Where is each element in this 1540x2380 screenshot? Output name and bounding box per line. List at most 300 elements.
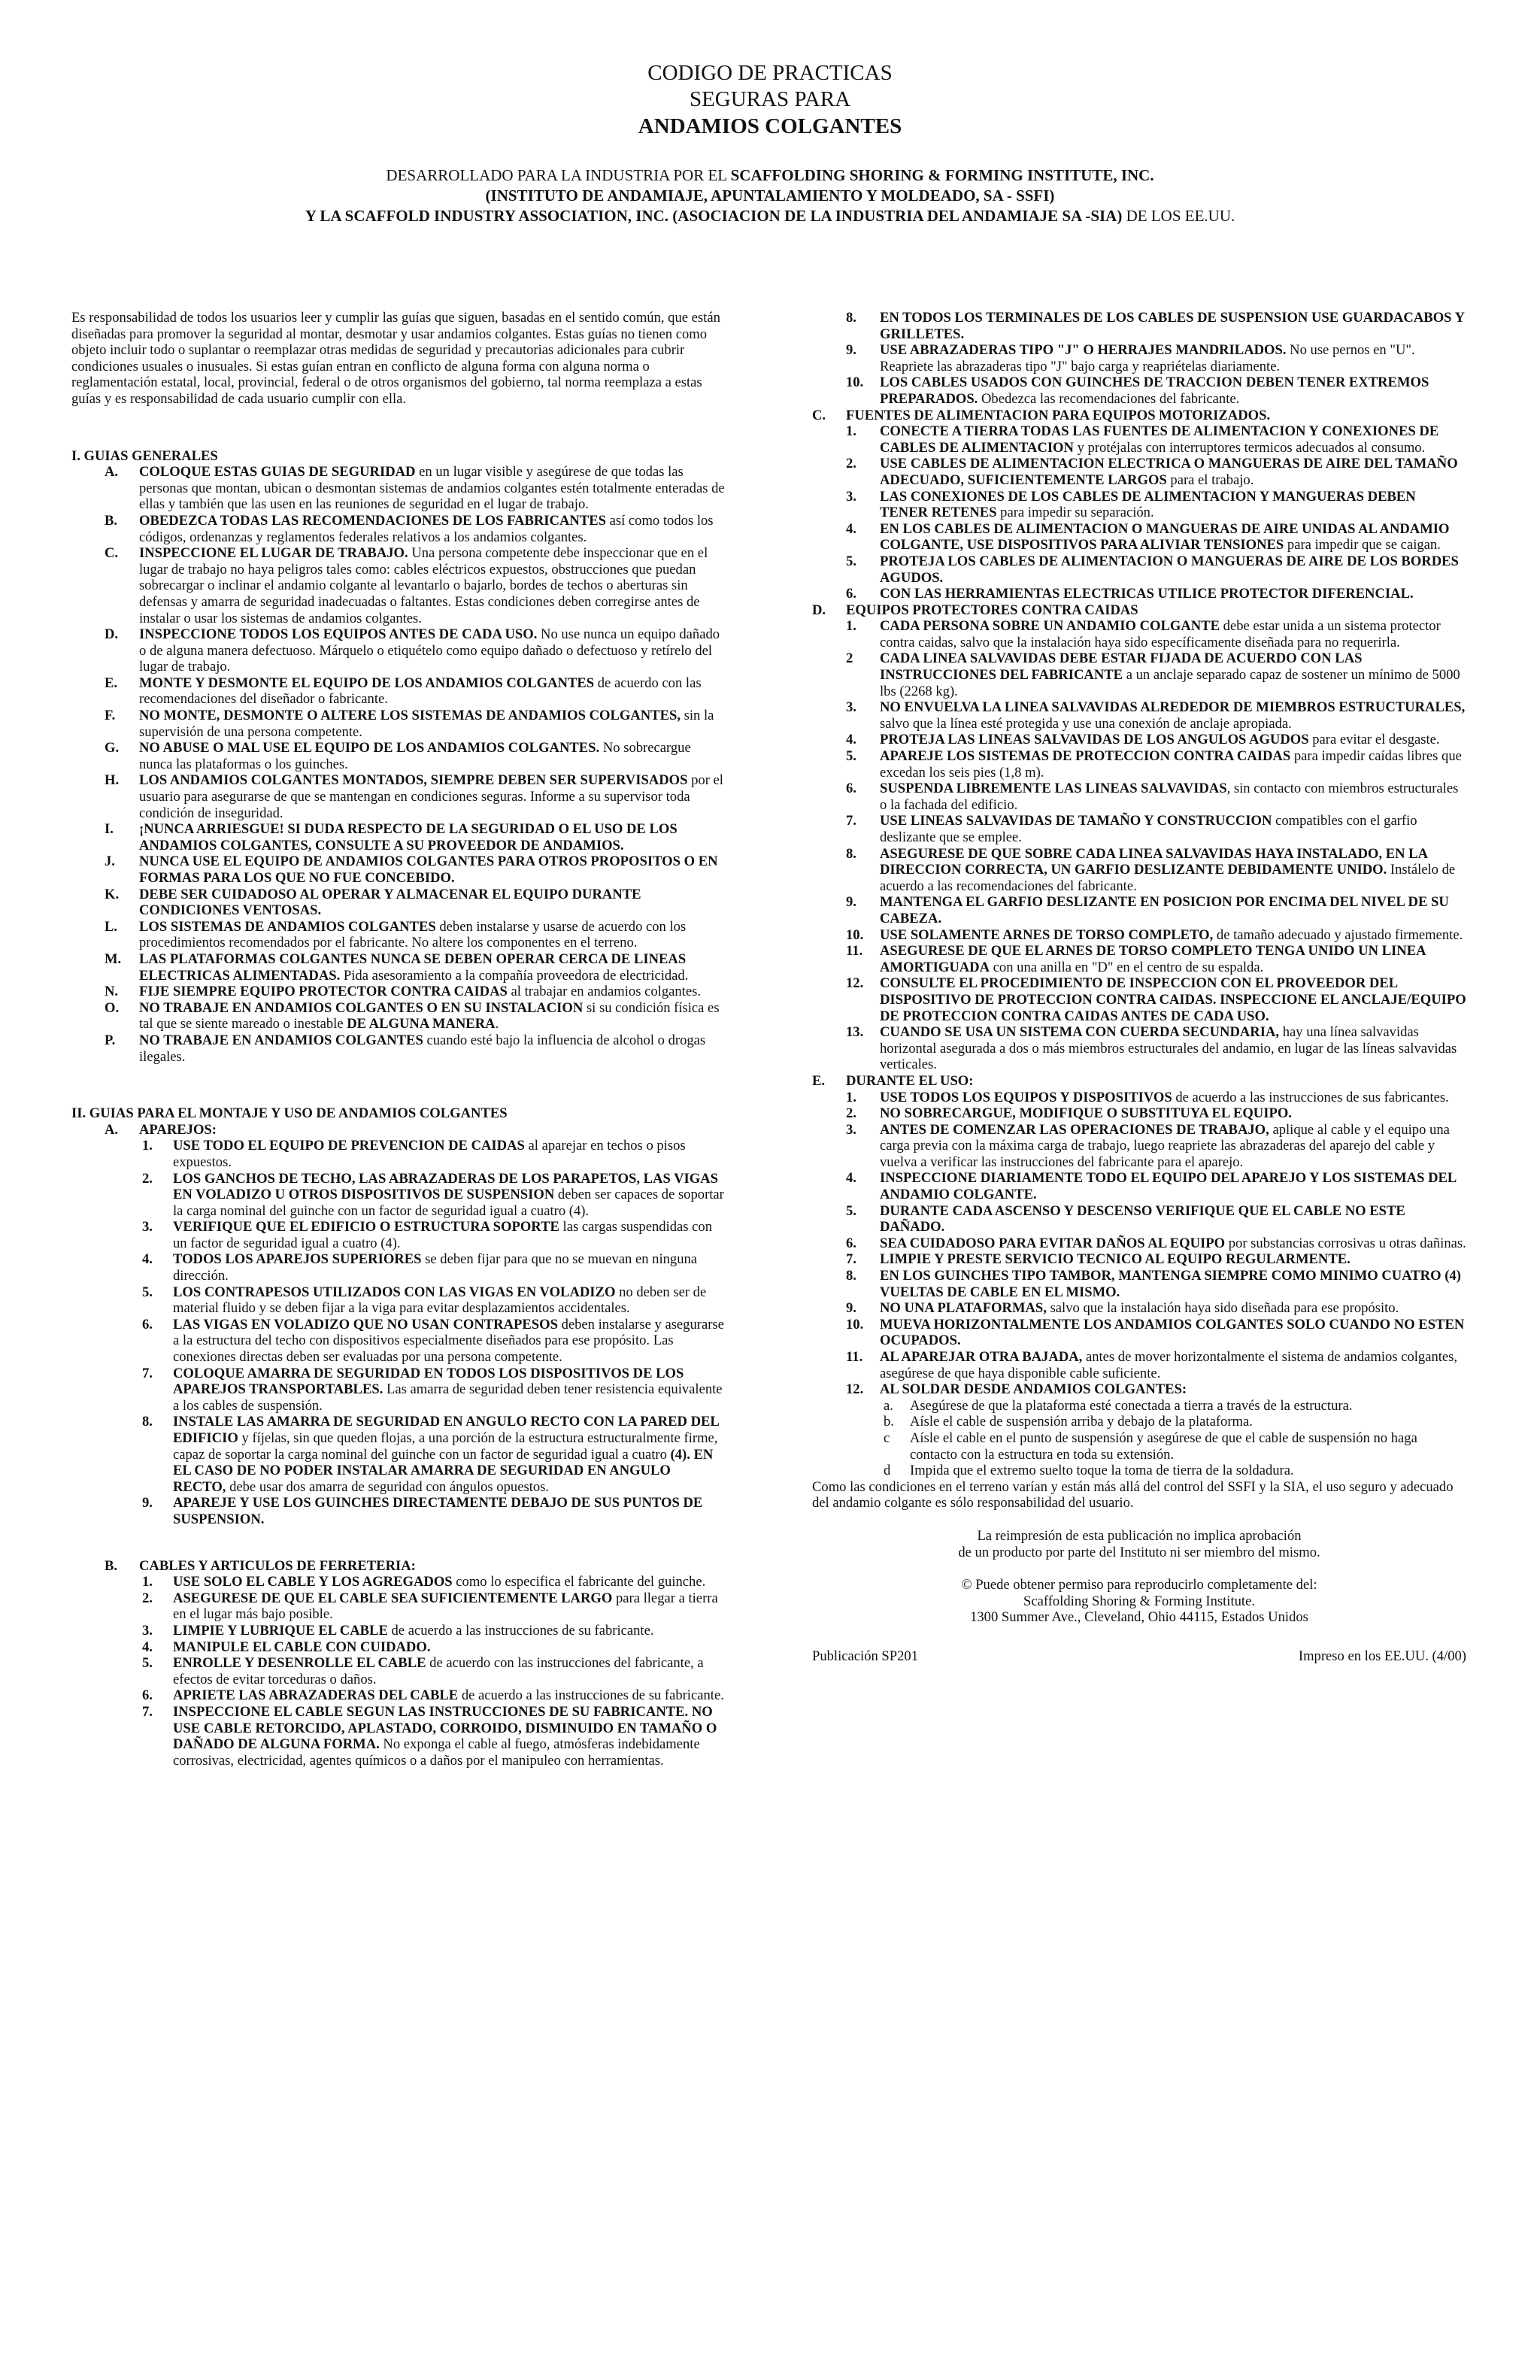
item-text: si su condición física es tal que se siente mareado o inestable — [139, 999, 720, 1032]
list-item — [71, 951, 726, 984]
item-label: 10. — [846, 1316, 864, 1332]
list-item — [71, 1414, 726, 1495]
item-label: 9. — [846, 342, 856, 359]
permission-line-2: Scaffolding Shoring & Forming Institute. — [1023, 1593, 1255, 1609]
item-bold-text: NO UNA PLATAFORMAS, — [880, 1300, 1047, 1317]
list-item — [71, 984, 726, 1000]
item-label: 1. — [846, 618, 856, 635]
item-label: 8. — [846, 310, 856, 326]
list-item — [71, 626, 726, 675]
item-label: 5. — [846, 748, 856, 765]
item-label: 5. — [142, 1284, 153, 1300]
item-label: 11. — [846, 1349, 863, 1365]
item-label: 5. — [142, 1655, 153, 1672]
item-text: se deben fijar para que no se muevan en ninguna dirección. — [173, 1251, 698, 1284]
subsection-a-list — [71, 1138, 726, 1527]
left-column — [71, 310, 726, 1769]
list-item — [71, 708, 726, 740]
item-bold-text: LAS VIGAS EN VOLADIZO QUE NO USAN CONTRAPESOS — [173, 1316, 558, 1332]
subsection-c-heading — [812, 408, 1466, 424]
list-item — [812, 813, 1466, 845]
item-label: 9. — [142, 1495, 153, 1511]
item-text-2: debe usar dos amarra de seguridad con ángulos opuestos. — [226, 1478, 550, 1495]
item-bold-text: LAS CONEXIONES DE LOS CABLES DE ALIMENTACION Y MANGUERAS DEBEN TENER RETENES — [880, 488, 1416, 521]
item-bold-text: NO ENVUELVA LA LINEA SALVAVIDAS ALREDEDOR DE MIEMBROS ESTRUCTURALES, — [880, 699, 1466, 716]
item-text: debe estar unida a un sistema protector contra caidas, salvo que la instalación haya sido específicamente diseñada para no requerirla. — [880, 618, 1441, 650]
item-text: para impedir su separación. — [996, 505, 1154, 521]
developed-by-line-1 — [0, 165, 1540, 186]
item-label: H. — [105, 772, 120, 789]
item-text: para el trabajo. — [1166, 471, 1254, 488]
item-text: , sin contacto con miembros estructurales o la fachada del edificio. — [880, 781, 1459, 813]
subsection-a-label: A. — [105, 1121, 119, 1138]
item-text: de acuerdo con las recomendaciones del diseñador o fabricante. — [139, 675, 702, 708]
item-label: 8. — [846, 1268, 856, 1284]
item-bold-text: NO MONTE, DESMONTE O ALTERE LOS SISTEMAS DE ANDAMIOS COLGANTES, — [139, 708, 681, 724]
list-item — [71, 919, 726, 951]
list-item — [71, 853, 726, 886]
reprint-line-1: La reimpresión de esta publicación no implica aprobación — [977, 1527, 1302, 1544]
developed-by-line-3 — [0, 206, 1540, 226]
subsection-d-list — [812, 618, 1466, 1073]
list-item — [812, 618, 1466, 650]
item-bold-text: APAREJE LOS SISTEMAS DE PROTECCION CONTRA CAIDAS — [880, 748, 1291, 765]
list-item — [71, 1495, 726, 1527]
item-text: a un anclaje separado capaz de sostener un mínimo de 5000 lbs (2268 kg). — [880, 667, 1460, 699]
right-column — [812, 310, 1466, 1665]
section-1-list — [71, 464, 726, 1065]
item-label: 2. — [846, 1105, 856, 1122]
list-item — [812, 374, 1466, 407]
item-label: G. — [105, 740, 120, 756]
list-item — [71, 772, 726, 821]
item-bold-text: MANIPULE EL CABLE CON CUIDADO. — [173, 1639, 431, 1655]
list-item — [812, 1251, 1466, 1268]
item-text: antes de mover horizontalmente el sistema de andamios colgantes, asegúrese de que haya disponible cable suficiente. — [880, 1349, 1458, 1381]
subsection-e-list — [812, 1090, 1466, 1398]
item-label: 3. — [142, 1622, 153, 1639]
list-item — [812, 1235, 1466, 1252]
item-bold-text: CON LAS HERRAMIENTAS ELECTRICAS UTILICE PROTECTOR DIFERENCIAL. — [880, 586, 1414, 602]
item-bold-text: COLOQUE ESTAS GUIAS DE SEGURIDAD — [139, 464, 416, 481]
item-label: O. — [105, 999, 120, 1016]
list-item — [71, 513, 726, 545]
item-label: b. — [884, 1414, 894, 1430]
item-label: 6. — [846, 1235, 856, 1251]
item-bold-text: DURANTE CADA ASCENSO Y DESCENSO VERIFIQUE QUE EL CABLE NO ESTE DAÑADO. — [880, 1202, 1405, 1235]
list-item — [71, 1032, 726, 1065]
item-label: 6. — [846, 781, 856, 797]
item-label: d — [884, 1463, 891, 1479]
list-item — [812, 748, 1466, 781]
item-bold-text: COLOQUE AMARRA DE SEGURIDAD EN TODOS LOS DISPOSITIVOS DE LOS APAREJOS TRANSPORTABLES. — [173, 1365, 684, 1398]
list-item — [71, 1704, 726, 1769]
list-item — [812, 1024, 1466, 1073]
item-text: No use pernos en "U". Reapriete las abrazaderas tipo "J" bajo carga y reapriételas diariamente. — [880, 342, 1415, 374]
item-text: para impedir que se caigan. — [1284, 537, 1441, 553]
welding-sublist — [812, 1398, 1466, 1479]
item-label: 7. — [846, 813, 856, 829]
item-bold-text: INSTALE LAS AMARRA DE SEGURIDAD EN ANGULO RECTO CON LA PARED DEL EDIFICIO — [173, 1414, 719, 1446]
subsection-d-heading — [812, 602, 1466, 619]
list-item — [71, 1623, 726, 1639]
item-bold-text: INSPECCIONE TODOS LOS EQUIPOS ANTES DE CADA USO. — [139, 626, 538, 643]
item-bold-text: LOS ANDAMIOS COLGANTES MONTADOS, SIEMPRE DEBEN SER SUPERVISADOS — [139, 772, 688, 789]
document-header — [0, 60, 1540, 226]
list-item — [71, 1687, 726, 1704]
item-label: 4. — [142, 1639, 153, 1655]
item-bold-text: LOS CABLES USADOS CON GUINCHES DE TRACCION DEBEN TENER EXTREMOS PREPARADOS. — [880, 374, 1429, 407]
title-line-2: SEGURAS PARA — [689, 87, 851, 111]
intro-paragraph: Es responsabilidad de todos los usuarios leer y cumplir las guías que siguen, basadas en el sentido común, que están diseñadas para promover la seguridad al montar, desmotar y usar andamios colgantes. Estas guías no tienen como objeto incluir todo o suplantar o reemplazar otras medidas de seguridad y precautorias adicionales para cubrir condiciones usuales o inusuales. Si estas guían entran en conflicto de alguna forma con alguna norma o reglamentación estatal, local, provincial, federal o de otros organismos del gobierno, tal norma reemplaza a estas guías y es responsabilidad de cada usuario cumplir con ella. — [71, 310, 720, 407]
item-text: sin la supervisión de una persona competente. — [139, 708, 714, 740]
item-bold-text: MANTENGA EL GARFIO DESLIZANTE EN POSICION POR ENCIMA DEL NIVEL DE SU CABEZA. — [880, 894, 1449, 926]
list-item — [812, 1203, 1466, 1235]
subsection-b-continued-list — [812, 310, 1466, 408]
subsection-d-title: EQUIPOS PROTECTORES CONTRA CAIDAS — [846, 602, 1138, 618]
item-bold-text: PROTEJA LOS CABLES DE ALIMENTACION O MANGUERAS DE AIRE DE LOS BORDES AGUDOS. — [880, 553, 1459, 586]
item-label: 4. — [846, 732, 856, 748]
list-item — [812, 650, 1466, 699]
list-item — [71, 740, 726, 772]
title-line-1: CODIGO DE PRACTICAS — [647, 61, 893, 85]
subsection-b-list — [71, 1574, 726, 1769]
item-label: 3. — [846, 488, 856, 505]
subsection-b-title: CABLES Y ARTICULOS DE FERRETERIA: — [139, 1557, 416, 1574]
list-item — [812, 1170, 1466, 1202]
item-text: no deben ser de material fluido y se deben fijar a la viga para evitar desplazamientos accidentales. — [173, 1284, 707, 1317]
list-item — [71, 1138, 726, 1170]
item-text: las cargas suspendidas con un factor de seguridad igual a cuatro (4). — [173, 1219, 712, 1251]
list-item — [71, 1251, 726, 1284]
item-label: E. — [105, 675, 118, 691]
item-bold-text: ¡NUNCA ARRIESGUE! SI DUDA RESPECTO DE LA SEGURIDAD O EL USO DE LOS ANDAMIOS COLGANTES, CONSULTE A SU PROVEEDOR DE ANDAMIOS. — [139, 821, 678, 853]
item-bold-text-2: DE ALGUNA MANERA — [347, 1016, 496, 1032]
list-item — [812, 1398, 1466, 1414]
item-label: 1. — [846, 423, 856, 440]
item-label: 6. — [142, 1316, 153, 1332]
subsection-b-heading — [71, 1558, 726, 1575]
item-bold-text: APRIETE LAS ABRAZADERAS DEL CABLE — [173, 1687, 459, 1704]
item-text: deben ser capaces de soportar la carga nominal del guinche con un factor de seguridad igual a cuatro (4). — [173, 1187, 724, 1219]
item-bold-text: VERIFIQUE QUE EL EDIFICIO O ESTRUCTURA SOPORTE — [173, 1219, 559, 1235]
list-item — [812, 489, 1466, 521]
item-bold-text: FIJE SIEMPRE EQUIPO PROTECTOR CONTRA CAIDAS — [139, 984, 508, 1000]
item-bold-text: NO TRABAJE EN ANDAMIOS COLGANTES — [139, 1032, 423, 1048]
item-bold-text: LOS SISTEMAS DE ANDAMIOS COLGANTES — [139, 918, 436, 935]
item-bold-text: LIMPIE Y LUBRIQUE EL CABLE — [173, 1622, 388, 1639]
permission-line-1: © Puede obtener permiso para reproducirlo completamente del: — [961, 1577, 1317, 1593]
subsection-d-label: D. — [812, 602, 826, 618]
item-label: 4. — [846, 520, 856, 537]
item-bold-text: TODOS LOS APAREJOS SUPERIORES — [173, 1251, 422, 1268]
item-label: a. — [884, 1397, 893, 1414]
item-bold-text: MUEVA HORIZONTALMENTE LOS ANDAMIOS COLGANTES SOLO CUANDO NO ESTEN OCUPADOS. — [880, 1316, 1465, 1349]
item-label: 8. — [846, 845, 856, 862]
item-text: Aísle el cable de suspensión arriba y debajo de la plataforma. — [910, 1414, 1253, 1430]
item-label: 10. — [846, 374, 864, 391]
list-item — [812, 781, 1466, 813]
item-text: de tamaño adecuado y ajustado firmemente. — [1213, 926, 1463, 943]
sia-name: Y LA SCAFFOLD INDUSTRY ASSOCIATION, INC. (ASOCIACION DE LA INDUSTRIA DEL ANDAMIAJE SA -SIA) — [305, 207, 1123, 225]
item-bold-text: USE TODOS LOS EQUIPOS Y DISPOSITIVOS — [880, 1089, 1172, 1105]
item-text: para llegar a tierra en el lugar más bajo posible. — [173, 1590, 718, 1623]
list-item — [812, 846, 1466, 895]
reprint-notice — [812, 1528, 1466, 1560]
item-label: 2. — [142, 1590, 153, 1606]
publication-number: Publicación SP201 — [812, 1648, 919, 1664]
item-label: 10. — [846, 926, 864, 943]
list-item — [812, 1381, 1466, 1398]
item-text: No exponga el cable al fuego, atmósferas indebidamente corrosivas, electricidad, agentes químicos o a daños por el manipuleo con herramientas. — [173, 1736, 700, 1769]
permission-notice — [812, 1577, 1466, 1626]
item-label: 4. — [846, 1170, 856, 1187]
item-bold-text: USE SOLO EL CABLE Y LOS AGREGADOS — [173, 1574, 453, 1590]
list-item — [812, 1090, 1466, 1106]
section-1-title: I. GUIAS GENERALES — [71, 447, 218, 464]
item-label: 12. — [846, 1381, 864, 1398]
list-item — [71, 675, 726, 708]
list-item — [71, 821, 726, 853]
item-bold-text: USE TODO EL EQUIPO DE PREVENCION DE CAIDAS — [173, 1138, 525, 1154]
item-text: Las amarra de seguridad deben tener resistencia equivalente a los cables de suspensión. — [173, 1381, 723, 1414]
item-bold-text: CADA LINEA SALVAVIDAS DEBE ESTAR FIJADA DE ACUERDO CON LAS INSTRUCCIONES DEL FABRICANTE — [880, 650, 1363, 684]
item-text: Aísle el cable en el punto de suspensión y asegúrese de que el cable de suspensión no haga contacto con la estructura en toda su extensión. — [910, 1430, 1417, 1463]
item-bold-text: MONTE Y DESMONTE EL EQUIPO DE LOS ANDAMIOS COLGANTES — [139, 675, 595, 691]
item-bold-text: ANTES DE COMENZAR LAS OPERACIONES DE TRABAJO, — [880, 1121, 1269, 1138]
list-item — [71, 1171, 726, 1220]
developed-by — [0, 165, 1540, 226]
item-label: 1. — [142, 1574, 153, 1590]
list-item — [71, 1574, 726, 1590]
subsection-e-title: DURANTE EL USO: — [846, 1072, 974, 1089]
item-bold-text: SUSPENDA LIBREMENTE LAS LINEAS SALVAVIDAS — [880, 781, 1227, 797]
item-bold-text: INSPECCIONE DIARIAMENTE TODO EL EQUIPO DEL APAREJO Y LOS SISTEMAS DEL ANDAMIO COLGANTE. — [880, 1170, 1457, 1203]
sia-suffix: DE LOS EE.UU. — [1122, 207, 1235, 225]
list-item — [812, 1463, 1466, 1479]
item-text: aplique al cable y el equipo una carga previa con la máxima carga de trabajo, luego reapriete las abrazaderas del aparejo del cable y vuelva a verificar las instrucciones del fabricante para el aparejo. — [880, 1121, 1450, 1170]
item-label: M. — [105, 950, 122, 967]
item-bold-text: CADA PERSONA SOBRE UN ANDAMIO COLGANTE — [880, 618, 1220, 635]
item-bold-text: SEA CUIDADOSO PARA EVITAR DAÑOS AL EQUIPO — [880, 1235, 1226, 1251]
item-bold-text: ENROLLE Y DESENROLLE EL CABLE — [173, 1655, 426, 1672]
item-text: de acuerdo a las instrucciones de sus fabricantes. — [1172, 1089, 1449, 1105]
developed-by-line-2 — [0, 186, 1540, 206]
item-label: C. — [105, 545, 119, 562]
item-text: No use nunca un equipo dañado o de alguna manera defectuoso. Márquelo o etiquételo como equipo dañado o defectuoso y retírelo del lugar de trabajo. — [139, 626, 720, 675]
item-bold-text: LIMPIE Y PRESTE SERVICIO TECNICO AL EQUIPO REGULARMENTE. — [880, 1251, 1351, 1268]
print-info: Impreso en los EE.UU. (4/00) — [1298, 1648, 1466, 1664]
list-item — [812, 586, 1466, 602]
item-bold-text: APAREJE Y USE LOS GUINCHES DIRECTAMENTE DEBAJO DE SUS PUNTOS DE SUSPENSION. — [173, 1495, 703, 1527]
item-bold-text: LOS GANCHOS DE TECHO, LAS ABRAZADERAS DE LOS PARAPETOS, LAS VIGAS EN VOLADIZO U OTROS DISPOSITIVOS DE SUSPENSION — [173, 1170, 718, 1203]
list-item — [812, 699, 1466, 732]
item-text: Una persona competente debe inspeccionar que en el lugar de trabajo no haya peligros tales como: cables eléctricos expuestos, obstrucciones que puedan sobrecargar o inclinar el andamio colgante al levantarlo o bajarlo, bordes de techos o aberturas sin defensas y amarra de seguridad inadecuadas o faltantes. Estas condiciones deben corregirse antes de instalar o usar los sistemas de andamios colgantes. — [139, 545, 708, 626]
item-text: deben instalarse y asegurarse a la estructura del techo con dispositivos especialmente diseñados para ese propósito. Las conexiones directas deben ser evaluadas por una persona competente. — [173, 1316, 724, 1366]
item-label: 1. — [142, 1138, 153, 1154]
item-text: para evitar el desgaste. — [1308, 732, 1440, 748]
item-label: 4. — [142, 1251, 153, 1268]
item-bold-text: INSPECCIONE EL CABLE SEGUN LAS INSTRUCCIONES DE SU FABRICANTE. NO USE CABLE RETORCIDO, APLASTADO, CORROIDO, DISMINUIDO EN TAMAÑO O DAÑADO DE ALGUNA FORMA. — [173, 1703, 717, 1753]
item-bold-text: USE SOLAMENTE ARNES DE TORSO COMPLETO, — [880, 926, 1214, 943]
item-label: 9. — [846, 894, 856, 911]
list-item — [812, 1300, 1466, 1317]
list-item — [812, 423, 1466, 456]
list-item — [812, 927, 1466, 944]
item-label: 5. — [846, 1202, 856, 1219]
item-text: Asegúrese de que la plataforma esté conectada a tierra a través de la estructura. — [910, 1397, 1353, 1414]
item-text: para impedir caídas libres que excedan los seis pies (1,8 m). — [880, 748, 1462, 781]
item-label: 7. — [846, 1251, 856, 1268]
item-text: Impida que el extremo suelto toque la toma de tierra de la soldadura. — [910, 1463, 1294, 1479]
item-label: 8. — [142, 1414, 153, 1430]
item-label: 7. — [142, 1365, 153, 1381]
item-label: 3. — [846, 699, 856, 716]
item-text: salvo que la instalación haya sido diseñada para ese propósito. — [1046, 1300, 1399, 1317]
item-bold-text: EN LOS GUINCHES TIPO TAMBOR, MANTENGA SIEMPRE COMO MINIMO CUATRO (4) VUELTAS DE CABLE EN EL MISMO. — [880, 1268, 1461, 1300]
item-bold-text: DEBE SER CUIDADOSO AL OPERAR Y ALMACENAR EL EQUIPO DURANTE CONDICIONES VENTOSAS. — [139, 886, 641, 919]
item-label: 5. — [846, 553, 856, 569]
item-label: B. — [105, 512, 118, 529]
item-text: No sobrecargue nunca las plataformas o los guinches. — [139, 740, 691, 772]
list-item — [71, 1655, 726, 1687]
list-item — [71, 545, 726, 626]
item-bold-text: EN TODOS LOS TERMINALES DE LOS CABLES DE SUSPENSION USE GUARDACABOS Y GRILLETES. — [880, 310, 1465, 342]
item-label: N. — [105, 984, 119, 1000]
list-item — [812, 1430, 1466, 1463]
item-text: así como todos los códigos, ordenanzas y reglamentos federales relativos a los andamios colgantes. — [139, 512, 714, 545]
item-label: c — [884, 1430, 890, 1446]
item-bold-text: ASEGURESE DE QUE SOBRE CADA LINEA SALVAVIDAS HAYA INSTALADO, EN LA DIRECCION CORRECTA, UN GARFIO DESLIZANTE DEBIDAMENTE UNIDO. — [880, 845, 1427, 878]
list-item — [71, 1284, 726, 1317]
item-text-2: . — [495, 1016, 499, 1032]
item-text: en un lugar visible y asegúrese de que todas las personas que montan, ubican o desmontan sistemas de andamios colgantes estén totalmente enteradas de ellas y también que las usen en las reuniones de seguridad en el lugar de trabajo. — [139, 464, 725, 513]
item-label: L. — [105, 918, 118, 935]
item-text: deben instalarse y usarse de acuerdo con los procedimientos recomendados por el fabricante. No altere los componentes en el terreno. — [139, 918, 687, 951]
item-text: compatibles con el garfio deslizante que se emplee. — [880, 813, 1417, 845]
item-bold-text: CONSULTE EL PROCEDIMIENTO DE INSPECCION CON EL PROVEEDOR DEL DISPOSITIVO DE PROTECCION CONTRA CAIDAS. INSPECCIONE EL ANCLAJE/EQUIPO DE PROTECCION CONTRA CAIDAS ANTES DE CADA USO. — [880, 975, 1466, 1024]
item-bold-text: CONECTE A TIERRA TODAS LAS FUENTES DE ALIMENTACION Y CONEXIONES DE CABLES DE ALIMENTACION — [880, 423, 1439, 456]
item-text: al trabajar en andamios colgantes. — [507, 984, 701, 1000]
item-bold-text-2: (4). EN EL CASO DE NO PODER INSTALAR AMARRA DE SEGURIDAD EN ANGULO RECTO, — [173, 1446, 714, 1495]
item-label: J. — [105, 853, 115, 870]
item-text: como lo especifica el fabricante del guinche. — [452, 1574, 706, 1590]
list-item — [812, 521, 1466, 553]
list-item — [71, 1219, 726, 1251]
subsection-a-heading — [71, 1122, 726, 1138]
item-bold-text: ASEGURESE DE QUE EL CABLE SEA SUFICIENTEMENTE LARGO — [173, 1590, 613, 1606]
item-text: Instálelo de acuerdo a las recomendaciones del fabricante. — [880, 862, 1456, 894]
item-bold-text: AL APAREJAR OTRA BAJADA, — [880, 1349, 1083, 1365]
list-item — [812, 894, 1466, 926]
list-item — [812, 1268, 1466, 1300]
item-label: 13. — [846, 1024, 864, 1041]
item-bold-text: CUANDO SE USA UN SISTEMA CON CUERDA SECUNDARIA, — [880, 1024, 1280, 1041]
item-bold-text: USE CABLES DE ALIMENTACION ELECTRICA O MANGUERAS DE AIRE DEL TAMAÑO ADECUADO, SUFICIENTEMENTE LARGOS — [880, 456, 1458, 488]
item-label: 2. — [142, 1170, 153, 1187]
item-text: de acuerdo a las instrucciones de su fabricante. — [387, 1622, 654, 1639]
item-label: D. — [105, 626, 119, 643]
list-item — [71, 1000, 726, 1032]
item-bold-text: NO ABUSE O MAL USE EL EQUIPO DE LOS ANDAMIOS COLGANTES. — [139, 740, 600, 756]
item-label: 9. — [846, 1300, 856, 1317]
list-item — [71, 1590, 726, 1623]
item-bold-text: USE ABRAZADERAS TIPO "J" O HERRAJES MANDRILADOS. — [880, 342, 1287, 359]
item-label: 6. — [846, 586, 856, 602]
item-label: K. — [105, 886, 120, 902]
item-bold-text: USE LINEAS SALVAVIDAS DE TAMAÑO Y CONSTRUCCION — [880, 813, 1272, 829]
item-bold-text: NO SOBRECARGUE, MODIFIQUE O SUBSTITUYA EL EQUIPO. — [880, 1105, 1292, 1122]
list-item — [71, 1639, 726, 1656]
item-bold-text: NO TRABAJE EN ANDAMIOS COLGANTES O EN SU INSTALACION — [139, 999, 584, 1016]
item-text: salvo que la línea esté protegida y use una conexión de anclaje apropiada. — [880, 715, 1292, 732]
subsection-c-title: FUENTES DE ALIMENTACION PARA EQUIPOS MOTORIZADOS. — [846, 407, 1271, 423]
item-text: Pida asesoramiento a la compañía proveedora de electricidad. — [340, 967, 689, 984]
item-label: I. — [105, 821, 114, 838]
item-text: con una anilla en "D" en el centro de su espalda. — [990, 959, 1264, 975]
reprint-line-2: de un producto por parte del Instituto ni ser miembro del mismo. — [958, 1544, 1320, 1560]
item-text: y protéjalas con interruptores termicos adecuados al consumo. — [1073, 439, 1426, 456]
ssfi-translation: (INSTITUTO DE ANDAMIAJE, APUNTALAMIENTO Y MOLDEADO, SA - SSFI) — [485, 186, 1055, 205]
item-bold-text: OBEDEZCA TODAS LAS RECOMENDACIONES DE LOS FABRICANTES — [139, 512, 606, 529]
list-item — [71, 464, 726, 513]
item-label: 11. — [846, 943, 863, 960]
item-label: 2. — [846, 456, 856, 472]
list-item — [812, 1349, 1466, 1381]
subsection-b-label: B. — [105, 1557, 118, 1574]
list-item — [812, 456, 1466, 488]
item-bold-text: ASEGURESE DE QUE EL ARNES DE TORSO COMPLETO TENGA UNIDO UN LINEA AMORTIGUADA — [880, 943, 1426, 975]
subsection-a-title: APAREJOS: — [139, 1121, 217, 1138]
list-item — [812, 732, 1466, 748]
item-label: 12. — [846, 975, 864, 992]
permission-line-3: 1300 Summer Ave., Cleveland, Ohio 44115, Estados Unidos — [970, 1609, 1308, 1626]
item-bold-text: EN LOS CABLES DE ALIMENTACION O MANGUERAS DE AIRE UNIDAS AL ANDAMIO COLGANTE, USE DISPOSITIVOS PARA ALIVIAR TENSIONES — [880, 520, 1450, 553]
item-text: por el usuario para asegurarse de que se mantengan en condiciones seguras. Informe a su supervisor toda condición de inseguridad. — [139, 772, 723, 821]
list-item — [71, 1317, 726, 1366]
list-item — [71, 887, 726, 919]
item-bold-text: INSPECCIONE EL LUGAR DE TRABAJO. — [139, 545, 408, 562]
item-bold-text: NUNCA USE EL EQUIPO DE ANDAMIOS COLGANTES PARA OTROS PROPOSITOS O EN FORMAS PARA LOS QUE NO FUE CONCEBIDO. — [139, 853, 718, 886]
item-label: 7. — [142, 1703, 153, 1720]
item-text: al aparejar en techos o pisos expuestos. — [173, 1138, 686, 1170]
item-text: de acuerdo con las instrucciones del fabricante, a efectos de evitar torceduras o daños. — [173, 1655, 704, 1687]
item-label: A. — [105, 464, 119, 481]
title-line-3: ANDAMIOS COLGANTES — [638, 114, 902, 138]
item-text: de acuerdo a las instrucciones de su fabricante. — [458, 1687, 724, 1704]
ssfi-name: SCAFFOLDING SHORING & FORMING INSTITUTE, INC. — [730, 166, 1154, 184]
publication-footer — [812, 1648, 1466, 1665]
list-item — [812, 1414, 1466, 1430]
list-item — [812, 310, 1466, 342]
list-item — [812, 943, 1466, 975]
list-item — [71, 1366, 726, 1414]
item-text: hay una línea salvavidas horizontal asegurada a dos o más miembros estructurales del andamio, en lugar de las líneas salvavidas verticales. — [880, 1024, 1457, 1073]
item-label: P. — [105, 1032, 116, 1048]
item-bold-text: LOS CONTRAPESOS UTILIZADOS CON LAS VIGAS EN VOLADIZO — [173, 1284, 616, 1300]
item-text: y fíjelas, sin que queden flojas, a una porción de la estructura estructuralmente firme, capaz de soportar la carga nominal del guinche con un factor de seguridad igual a cuatro — [173, 1430, 718, 1463]
subsection-c-list — [812, 423, 1466, 602]
item-bold-text: AL SOLDAR DESDE ANDAMIOS COLGANTES: — [880, 1381, 1187, 1398]
item-label: 2 — [846, 650, 853, 667]
item-bold-text: LAS PLATAFORMAS COLGANTES NUNCA SE DEBEN OPERAR CERCA DE LINEAS ELECTRICAS ALIMENTADAS. — [139, 950, 687, 984]
item-label: 6. — [142, 1687, 153, 1704]
item-bold-text: PROTEJA LAS LINEAS SALVAVIDAS DE LOS ANGULOS AGUDOS — [880, 732, 1309, 748]
section-2-title: II. GUIAS PARA EL MONTAJE Y USO DE ANDAMIOS COLGANTES — [71, 1105, 508, 1122]
item-label: 1. — [846, 1089, 856, 1105]
developed-by-prefix: DESARROLLADO PARA LA INDUSTRIA POR EL — [386, 166, 731, 184]
subsection-e-heading — [812, 1073, 1466, 1090]
